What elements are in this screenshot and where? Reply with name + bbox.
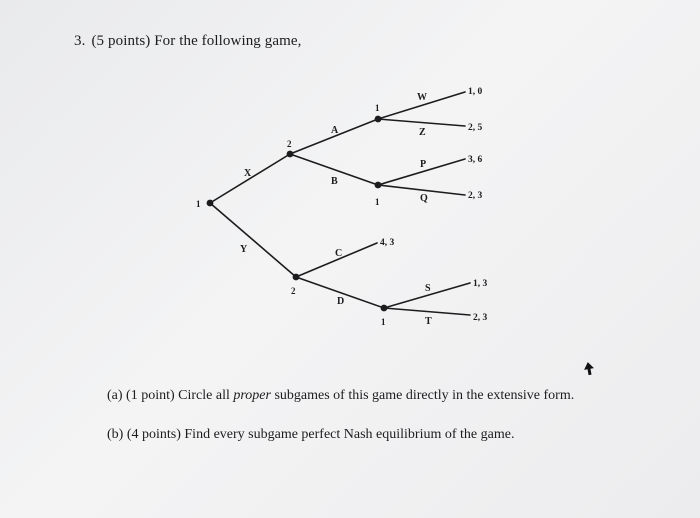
node-after-B (375, 182, 382, 189)
mouse-cursor-icon (584, 362, 596, 376)
part-a-emphasis: proper (233, 388, 271, 403)
payoff-T: 2, 3 (473, 313, 488, 323)
node-player2-bottom (293, 274, 300, 281)
part-a-text-post: subgames of this game directly in the extensive form. (274, 388, 575, 403)
node-after-D (381, 305, 388, 312)
node-after-A (375, 116, 382, 123)
part-a-points: (1 point) (126, 388, 175, 403)
part-a-label: (a) (107, 388, 123, 403)
move-label-Q: Q (420, 193, 428, 204)
part-a-text-pre: Circle all (178, 388, 230, 403)
payoff-S: 1, 3 (473, 279, 488, 289)
question-text: (5 points) For the following game, (91, 33, 302, 49)
move-label-X: X (244, 168, 252, 179)
edge-Z (378, 119, 465, 126)
move-label-A: A (331, 125, 339, 136)
node-root (207, 200, 214, 207)
payoff-W: 1, 0 (468, 87, 483, 97)
move-label-D: D (337, 296, 345, 307)
part-b-label: (b) (107, 427, 124, 442)
player-label-B: 1 (375, 197, 380, 207)
edge-Y (210, 203, 296, 277)
move-label-T: T (425, 316, 432, 327)
edge-T (384, 308, 470, 315)
question-number: 3. (74, 33, 86, 49)
part-b-points: (4 points) (126, 427, 181, 442)
move-label-C: C (335, 248, 343, 259)
move-label-P: P (420, 159, 427, 170)
part-b (107, 427, 514, 443)
player-label-root: 1 (196, 199, 201, 209)
payoff-Q: 2, 3 (468, 191, 483, 201)
move-label-W: W (417, 92, 427, 103)
move-label-S: S (425, 283, 431, 294)
player-label-A: 1 (375, 103, 380, 113)
move-label-Y: Y (240, 244, 248, 255)
player-label-D: 1 (381, 317, 386, 327)
node-player2-top (287, 151, 294, 158)
payoff-Z: 2, 5 (468, 123, 483, 133)
player-label-2bottom: 2 (291, 286, 296, 296)
payoff-P: 3, 6 (468, 155, 483, 165)
payoff-C: 4, 3 (380, 238, 395, 248)
part-a (107, 388, 574, 404)
move-label-B: B (331, 176, 338, 187)
player-label-2top: 2 (287, 139, 292, 149)
move-label-Z: Z (419, 127, 426, 138)
part-b-text: Find every subgame perfect Nash equilibrium of the game. (184, 427, 515, 442)
